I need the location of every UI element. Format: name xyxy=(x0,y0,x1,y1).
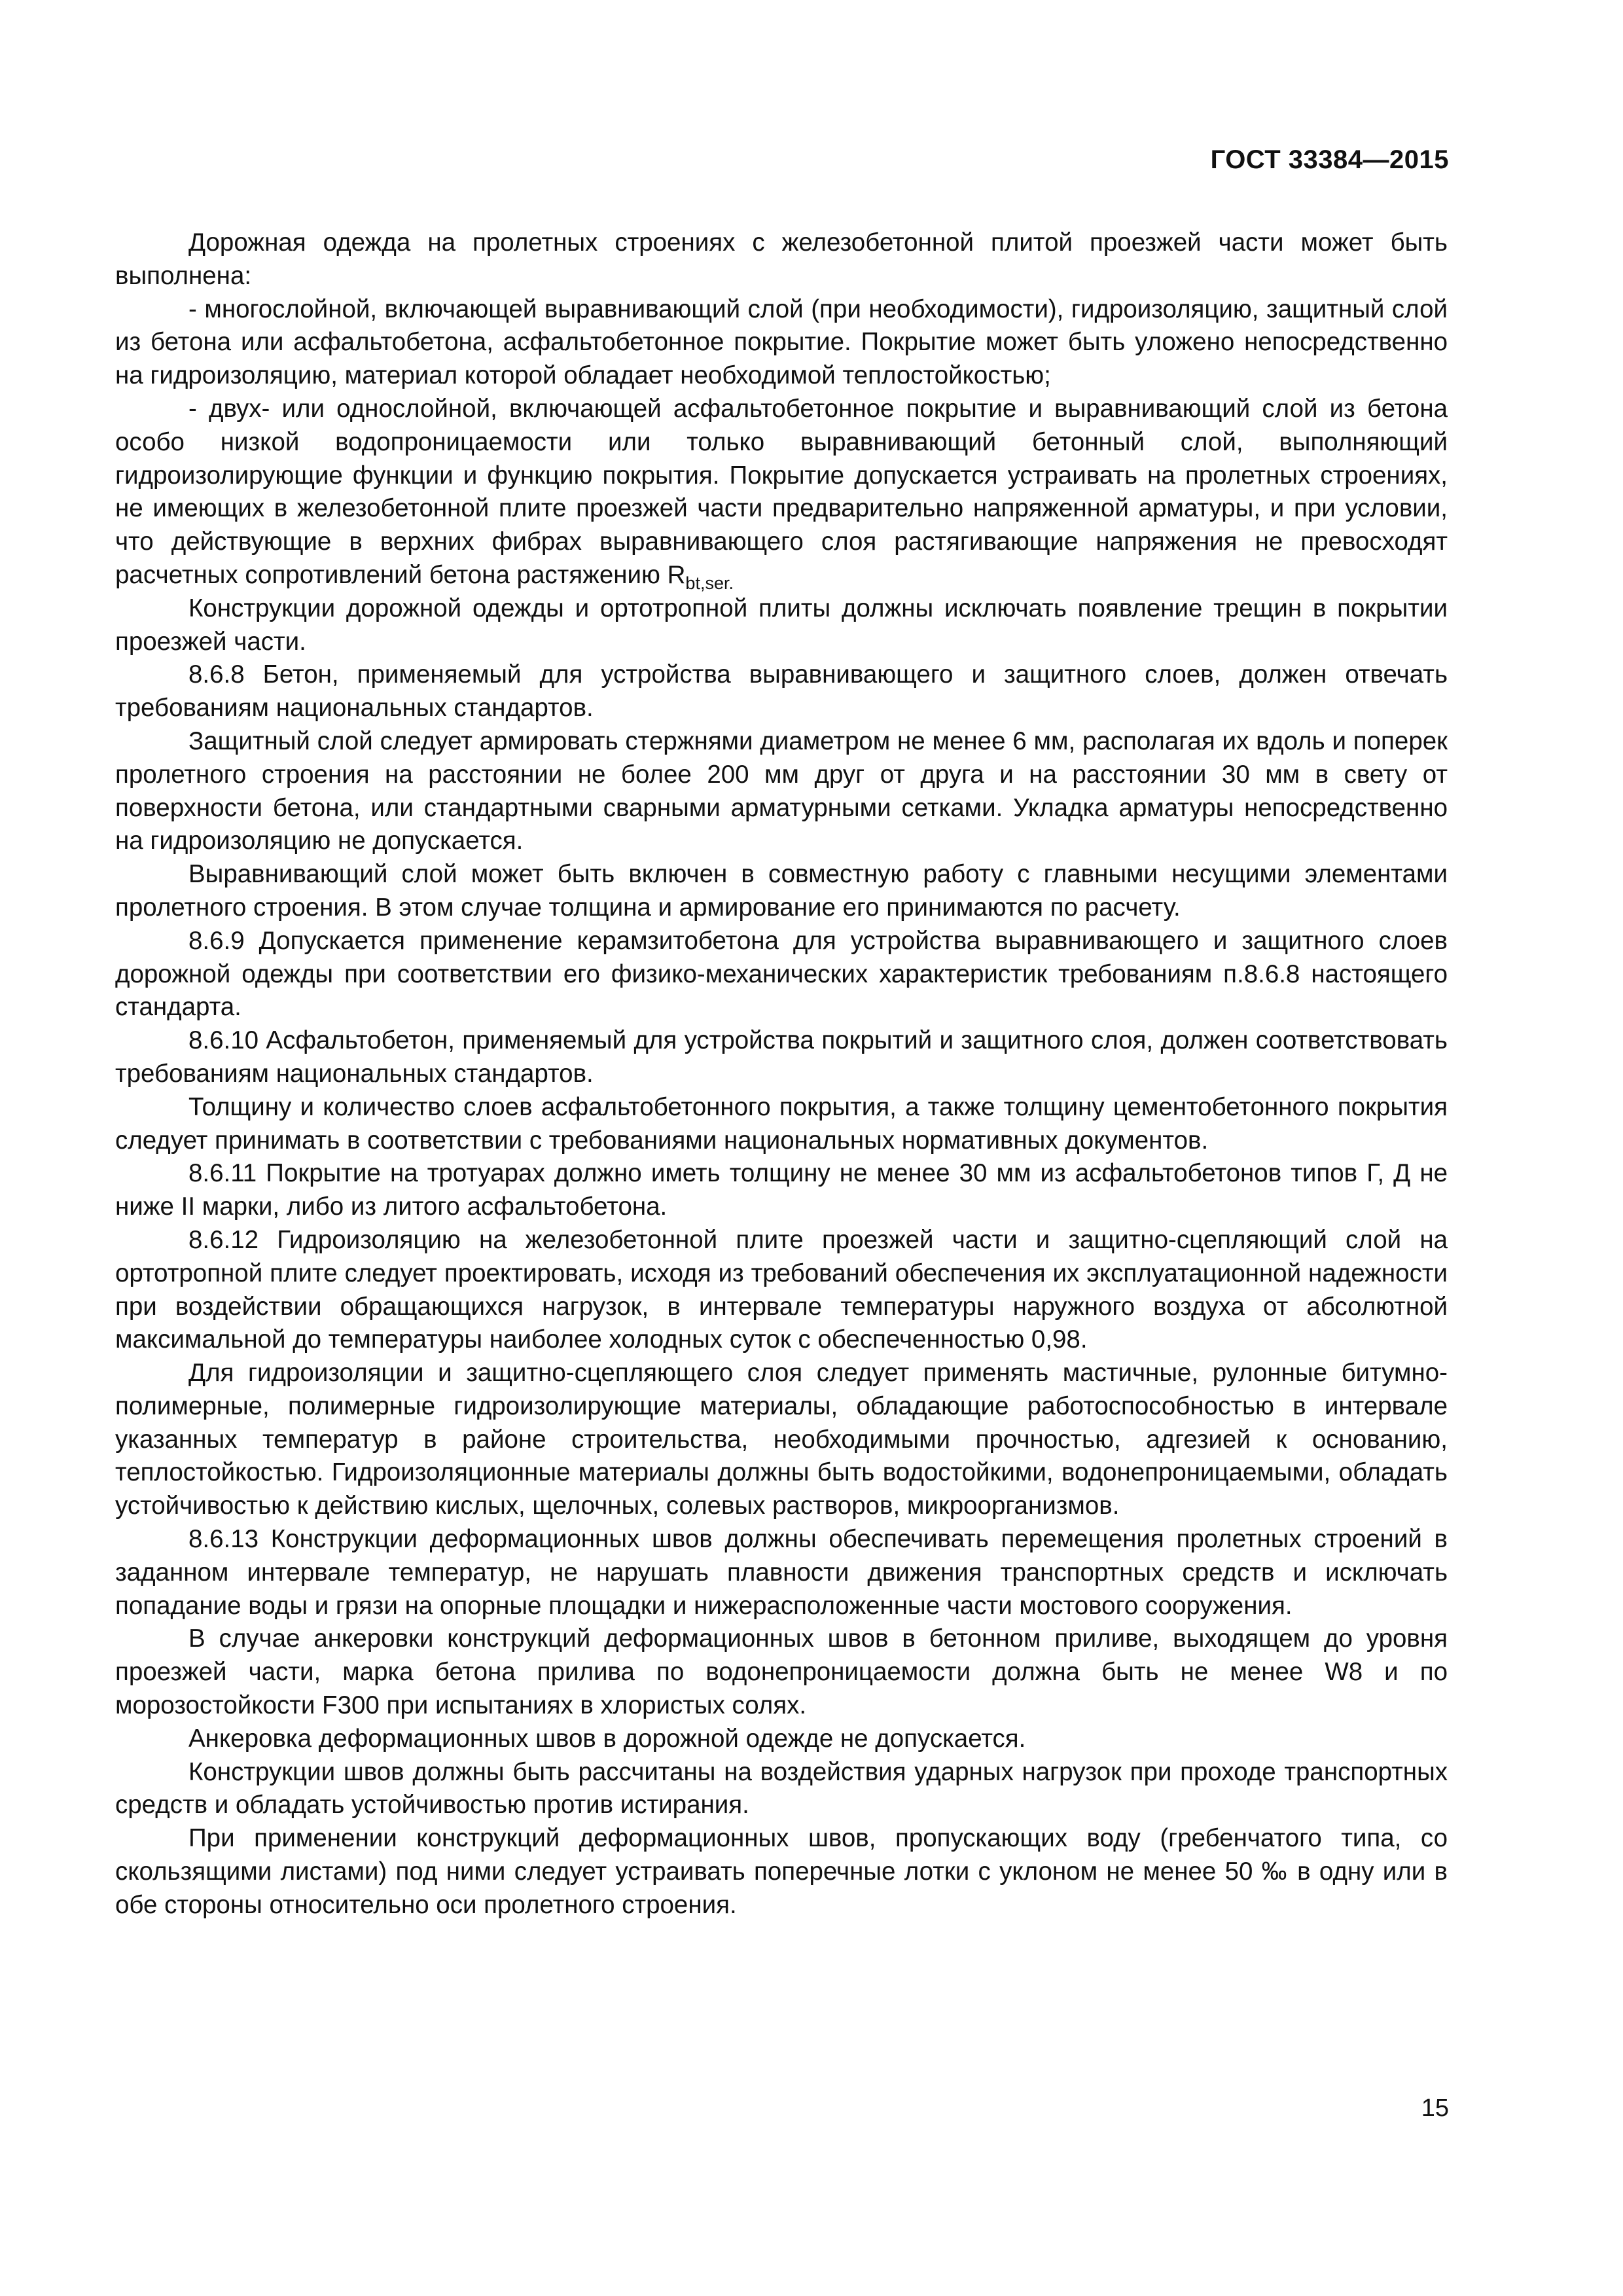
paragraph: 8.6.9 Допускается применение керамзитобетона для устройства выравнивающего и защитного слоев дорожной одежды при соответствии его физико-механических характеристик требованиям п.8.6.8 настоящего стандарта. xyxy=(115,926,1448,1022)
paragraph: Дорожная одежда на пролетных строениях с железобетонной плитой проезжей части может быть выполнена: xyxy=(115,228,1448,290)
paragraph: В случае анкеровки конструкций деформационных швов в бетонном приливе, выходящем до уровня проезжей части, марка бетона прилива по водонепроницаемости должна быть не менее W8 и по морозостойкости F300 при испытаниях в хлористых солях. xyxy=(115,1624,1448,1720)
paragraph: 8.6.13 Конструкции деформационных швов должны обеспечивать перемещения пролетных строений в заданном интервале температур, не нарушать плавности движения транспортных средств и исключать попадание воды и грязи на опорные площадки и нижерасположенные части мостового сооружения. xyxy=(115,1525,1448,1620)
paragraph: Анкеровка деформационных швов в дорожной одежде не допускается. xyxy=(188,1724,1026,1753)
paragraph xyxy=(115,393,1448,592)
paragraph: При применении конструкций деформационных швов, пропускающих воду (гребенчатого типа, со скользящими листами) под ними следует устраивать поперечные лотки с уклоном не менее 50 ‰ в одну или в обе стороны относительно оси пролетного строения. xyxy=(115,1824,1448,1919)
document-id-header: ГОСТ 33384—2015 xyxy=(1210,145,1449,174)
page-number: 15 xyxy=(1421,2094,1449,2122)
paragraph: 8.6.11 Покрытие на тротуарах должно иметь толщину не менее 30 мм из асфальтобетонов типов Г, Д не ниже II марки, либо из литого асфальтобетона. xyxy=(115,1159,1448,1221)
paragraph: 8.6.8 Бетон, применяемый для устройства выравнивающего и защитного слоев, должен отвечать требованиям национальных стандартов. xyxy=(115,660,1448,723)
paragraph: Защитный слой следует армировать стержнями диаметром не менее 6 мм, располагая их вдоль и поперек пролетного строения на расстоянии не более 200 мм друг от друга и на расстоянии 30 мм в свету от поверхности бетона, или стандартными сварными арматурными сетками. Укладка арматуры непосредственно на гидроизоляцию не допускается. xyxy=(115,726,1448,855)
paragraph: 8.6.10 Асфальтобетон, применяемый для устройства покрытий и защитного слоя, должен соответствовать требованиям национальных стандартов. xyxy=(115,1026,1448,1088)
paragraph: Выравнивающий слой может быть включен в совместную работу с главными несущими элементами пролетного строения. В этом случае толщина и армирование его принимаются по расчету. xyxy=(115,860,1448,922)
paragraph: Конструкции дорожной одежды и ортотропной плиты должны исключать появление трещин в покрытии проезжей части. xyxy=(115,594,1448,656)
paragraph: - многослойной, включающей выравнивающий слой (при необходимости), гидроизоляцию, защитный слой из бетона или асфальтобетона, асфальтобетонное покрытие. Покрытие может быть уложено непосредственно на гидроизоляцию, материал которой обладает необходимой теплостойкостью; xyxy=(115,295,1448,390)
paragraph: 8.6.12 Гидроизоляцию на железобетонной плите проезжей части и защитно-сцепляющий слой на ортотропной плите следует проектировать, исходя из требований обеспечения их эксплуатационной надежности при воздействии обращающихся нагрузок, в интервале температуры наружного воздуха от абсолютной максимальной до температуры наиболее холодных суток с обеспеченностью 0,98. xyxy=(115,1225,1448,1354)
subscript-rbt-ser: bt,ser. xyxy=(685,573,734,593)
paragraph: Для гидроизоляции и защитно-сцепляющего слоя следует применять мастичные, рулонные битумно-полимерные, полимерные гидроизолирующие материалы, обладающие работоспособностью в интервале указанных температур в районе строительства, необходимыми прочностью, адгезией к основанию, теплостойкостью. Гидроизоляционные материалы должны быть водостойкими, водонепроницаемыми, обладать устойчивостью к действию кислых, щелочных, солевых растворов, микроорганизмов. xyxy=(115,1359,1448,1520)
document-body xyxy=(115,226,1448,1922)
paragraph: Толщину и количество слоев асфальтобетонного покрытия, а также толщину цементобетонного покрытия следует принимать в соответствии с требованиями национальных нормативных документов. xyxy=(115,1092,1448,1155)
paragraph: Конструкции швов должны быть рассчитаны на воздействия ударных нагрузок при проходе транспортных средств и обладать устойчивостью против истирания. xyxy=(115,1757,1448,1820)
paragraph-text: - двух- или однослойной, включающей асфальтобетонное покрытие и выравнивающий слой из бетона особо низкой водопроницаемости или только выравнивающий бетонный слой, выполняющий гидроизолирующие функции и функцию покрытия. Покрытие допускается устраивать на пролетных строениях, не имеющих в железобетонной плите проезжей части предварительно напряженной арматуры, и при условии, что действующие в верхних фибрах выравнивающего слоя растягивающие напряжения не превосходят расчетных сопротивлений бетона растяжению R xyxy=(115,394,1448,589)
